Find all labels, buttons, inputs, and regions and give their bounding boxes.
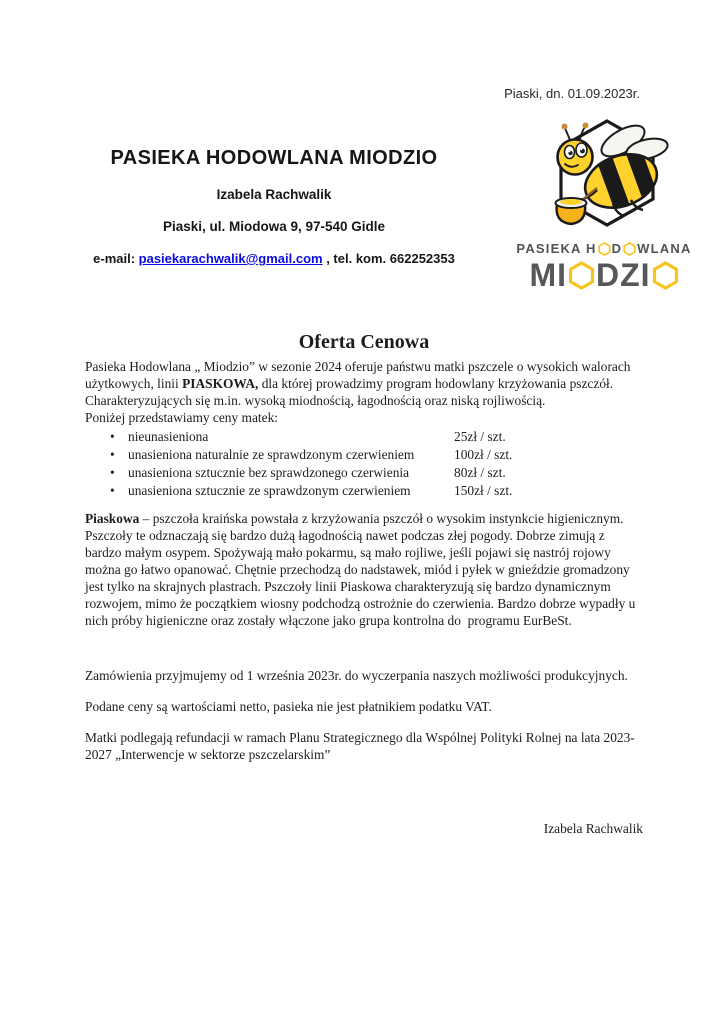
owner-name: Izabela Rachwalik: [216, 187, 332, 202]
intro-text: użytkowych, linii: [85, 376, 183, 391]
logo-wordmark-line1: [503, 241, 705, 256]
description-line: bardzo małym osypem. Spożywają mało pokarmu, są mało rojliwe, jeśli pojawi się nastrój rojowy: [85, 545, 611, 560]
description-line: nich próby higieniczne oraz zostały włączone jako grupa kontrolna do programu EurBeSt.: [85, 613, 572, 628]
email-label: e-mail:: [93, 251, 139, 266]
email-link[interactable]: pasiekarachwalik@gmail.com: [138, 251, 323, 266]
bullet-icon: •: [110, 429, 115, 444]
logo-wordmark-line2: [503, 257, 705, 294]
orders-note: Zamówienia przyjmujemy od 1 września 2023r. do wyczerpania naszych możliwości produkcyjnych.: [85, 668, 628, 683]
logo-text: MI: [529, 257, 567, 293]
description-line: jest tylko na skrajnych plastrach. Pszczoły linii Piaskowa charakteryzują się bardzo dynamicznym: [85, 579, 611, 594]
refund-note: [85, 729, 643, 763]
logo-text: DZI: [596, 257, 651, 293]
vat-note: Podane ceny są wartościami netto, pasieka nie jest płatnikiem podatku VAT.: [85, 699, 492, 714]
price-list-item: [85, 482, 643, 500]
price-item-label: unasieniona sztucznie bez sprawdzonego czerwienia: [128, 465, 410, 480]
bullet-icon: •: [110, 465, 115, 480]
price-item-price: 100zł / szt.: [454, 447, 513, 462]
bullet-icon: •: [110, 483, 115, 498]
price-item-price: 80zł / szt.: [454, 465, 506, 480]
price-list: [85, 428, 643, 500]
description-line: [85, 510, 643, 527]
hexagon-o-icon: [568, 261, 595, 290]
description-line: rozwojem, mimo że początkiem wiosny podchodzą ostrożnie do czerwienia. Bardzo dobrze wypadły u: [85, 596, 636, 611]
company-name: PASIEKA HODOWLANA MIODZIO: [110, 147, 438, 169]
description-line: można go łatwo opanować. Chętnie przechodzą do nadstawek, miód i pyłek w gnieździe gromadzony: [85, 562, 630, 577]
page-title: Oferta Cenowa: [298, 331, 430, 353]
phone-number: , tel. kom. 662252353: [322, 251, 455, 266]
hexagon-o-icon: [652, 261, 679, 290]
line-name-bold: PIASKOWA,: [182, 376, 259, 391]
intro-line: Charakteryzujących się m.in. wysoką miodnością, łagodnością oraz niską rojliwością.: [85, 393, 546, 408]
company-logo: [503, 118, 705, 294]
refund-line: 2027 „Interwencje w sektorze pszczelarskim”: [85, 747, 331, 762]
hexagon-o-icon: [598, 242, 611, 256]
description-line: Pszczoły te odznaczają się bardzo dużą łagodnością nawet podczas złej pogody. Dobrze zimują z: [85, 528, 605, 543]
logo-text: D: [611, 241, 623, 256]
price-list-item: [85, 464, 643, 482]
logo-text: PASIEKA H: [516, 241, 597, 256]
intro-text: dla której prowadzimy program hodowlany krzyżowania pszczół.: [258, 376, 614, 391]
signature: Izabela Rachwalik: [543, 821, 643, 836]
hexagon-o-icon: [623, 242, 636, 256]
bee-logo-icon: [517, 118, 691, 234]
contact-line: [85, 251, 463, 266]
price-item-label: unasieniona sztucznie ze sprawdzonym czerwieniem: [128, 483, 411, 498]
intro-line: Pasieka Hodowlana „ Miodzio” w sezonie 2024 oferuje państwu matki pszczele o wysokich walorach: [85, 359, 631, 374]
price-item-price: 25zł / szt.: [454, 429, 506, 444]
bullet-icon: •: [110, 447, 115, 462]
price-item-label: unasieniona naturalnie ze sprawdzonym czerwieniem: [128, 447, 415, 462]
intro-line: Poniżej przedstawiamy ceny matek:: [85, 410, 278, 425]
logo-text: WLANA: [637, 241, 692, 256]
breed-name-bold: Piaskowa: [85, 511, 140, 526]
document-date: Piaski, dn. 01.09.2023r.: [504, 86, 640, 101]
price-item-label: nieunasieniona: [128, 429, 209, 444]
company-address: Piaski, ul. Miodowa 9, 97-540 Gidle: [162, 219, 386, 234]
letterhead: [85, 147, 463, 266]
breed-description: [85, 510, 643, 629]
description-text: – pszczoła kraińska powstała z krzyżowania pszczół o wysokim instynkcie higienicznym.: [139, 511, 624, 526]
document-body: [85, 331, 643, 837]
refund-line: Matki podlegają refundacji w ramach Planu Strategicznego dla Wspólnej Polityki Rolnej na lata 2023-: [85, 730, 635, 745]
price-list-item: [85, 428, 643, 446]
price-item-price: 150zł / szt.: [454, 483, 513, 498]
intro-line: [85, 375, 643, 392]
price-list-item: [85, 446, 643, 464]
